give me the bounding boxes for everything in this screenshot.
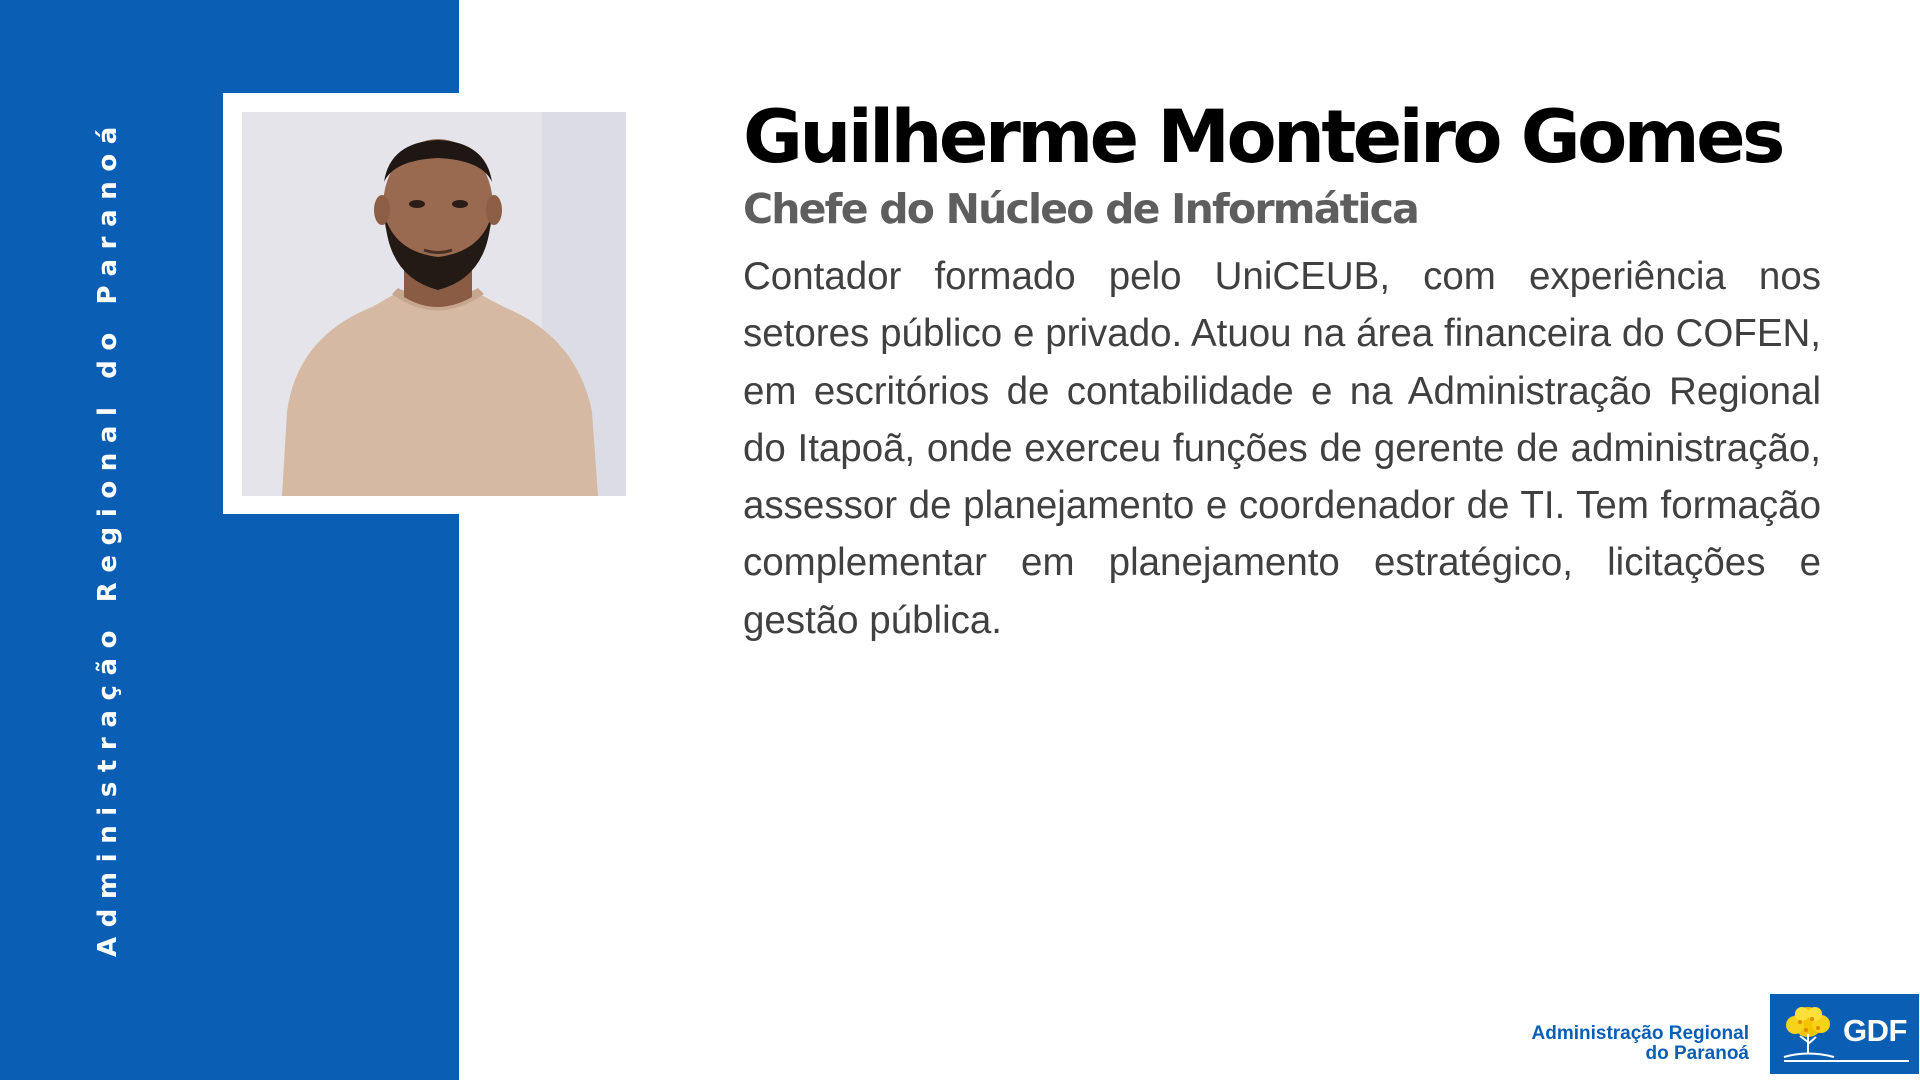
photo-frame	[223, 93, 644, 514]
footer-org-line-2: do Paranoá	[1645, 1043, 1749, 1064]
gdf-underline	[1784, 1060, 1909, 1062]
footer-org-line-1: Administração Regional	[1531, 1023, 1749, 1044]
footer-org-logo-text	[1532, 1024, 1750, 1064]
profile-photo	[242, 112, 626, 496]
profile-name: Guilherme Monteiro Gomes	[743, 95, 1782, 180]
gdf-label: GDF	[1843, 1013, 1907, 1048]
profile-role: Chefe do Núcleo de Informática	[743, 185, 1419, 233]
profile-content	[743, 96, 1821, 649]
gdf-logo	[1770, 994, 1919, 1074]
profile-bio: Contador formado pelo UniCEUB, com experiência nos setores público e privado. Atuou na área financeira do COFEN, em escritórios de contabilidade e na Administração Regional do Itapoã, onde exerceu funções de gerente de administração, assessor de planejamento e coordenador de TI. Tem formação complementar em planejamento estratégico, licitações e gestão pública.	[743, 255, 1821, 642]
vertical-org-title: Administração Regional do Paranoá	[93, 117, 123, 957]
ipe-tree-icon	[1778, 1002, 1840, 1064]
